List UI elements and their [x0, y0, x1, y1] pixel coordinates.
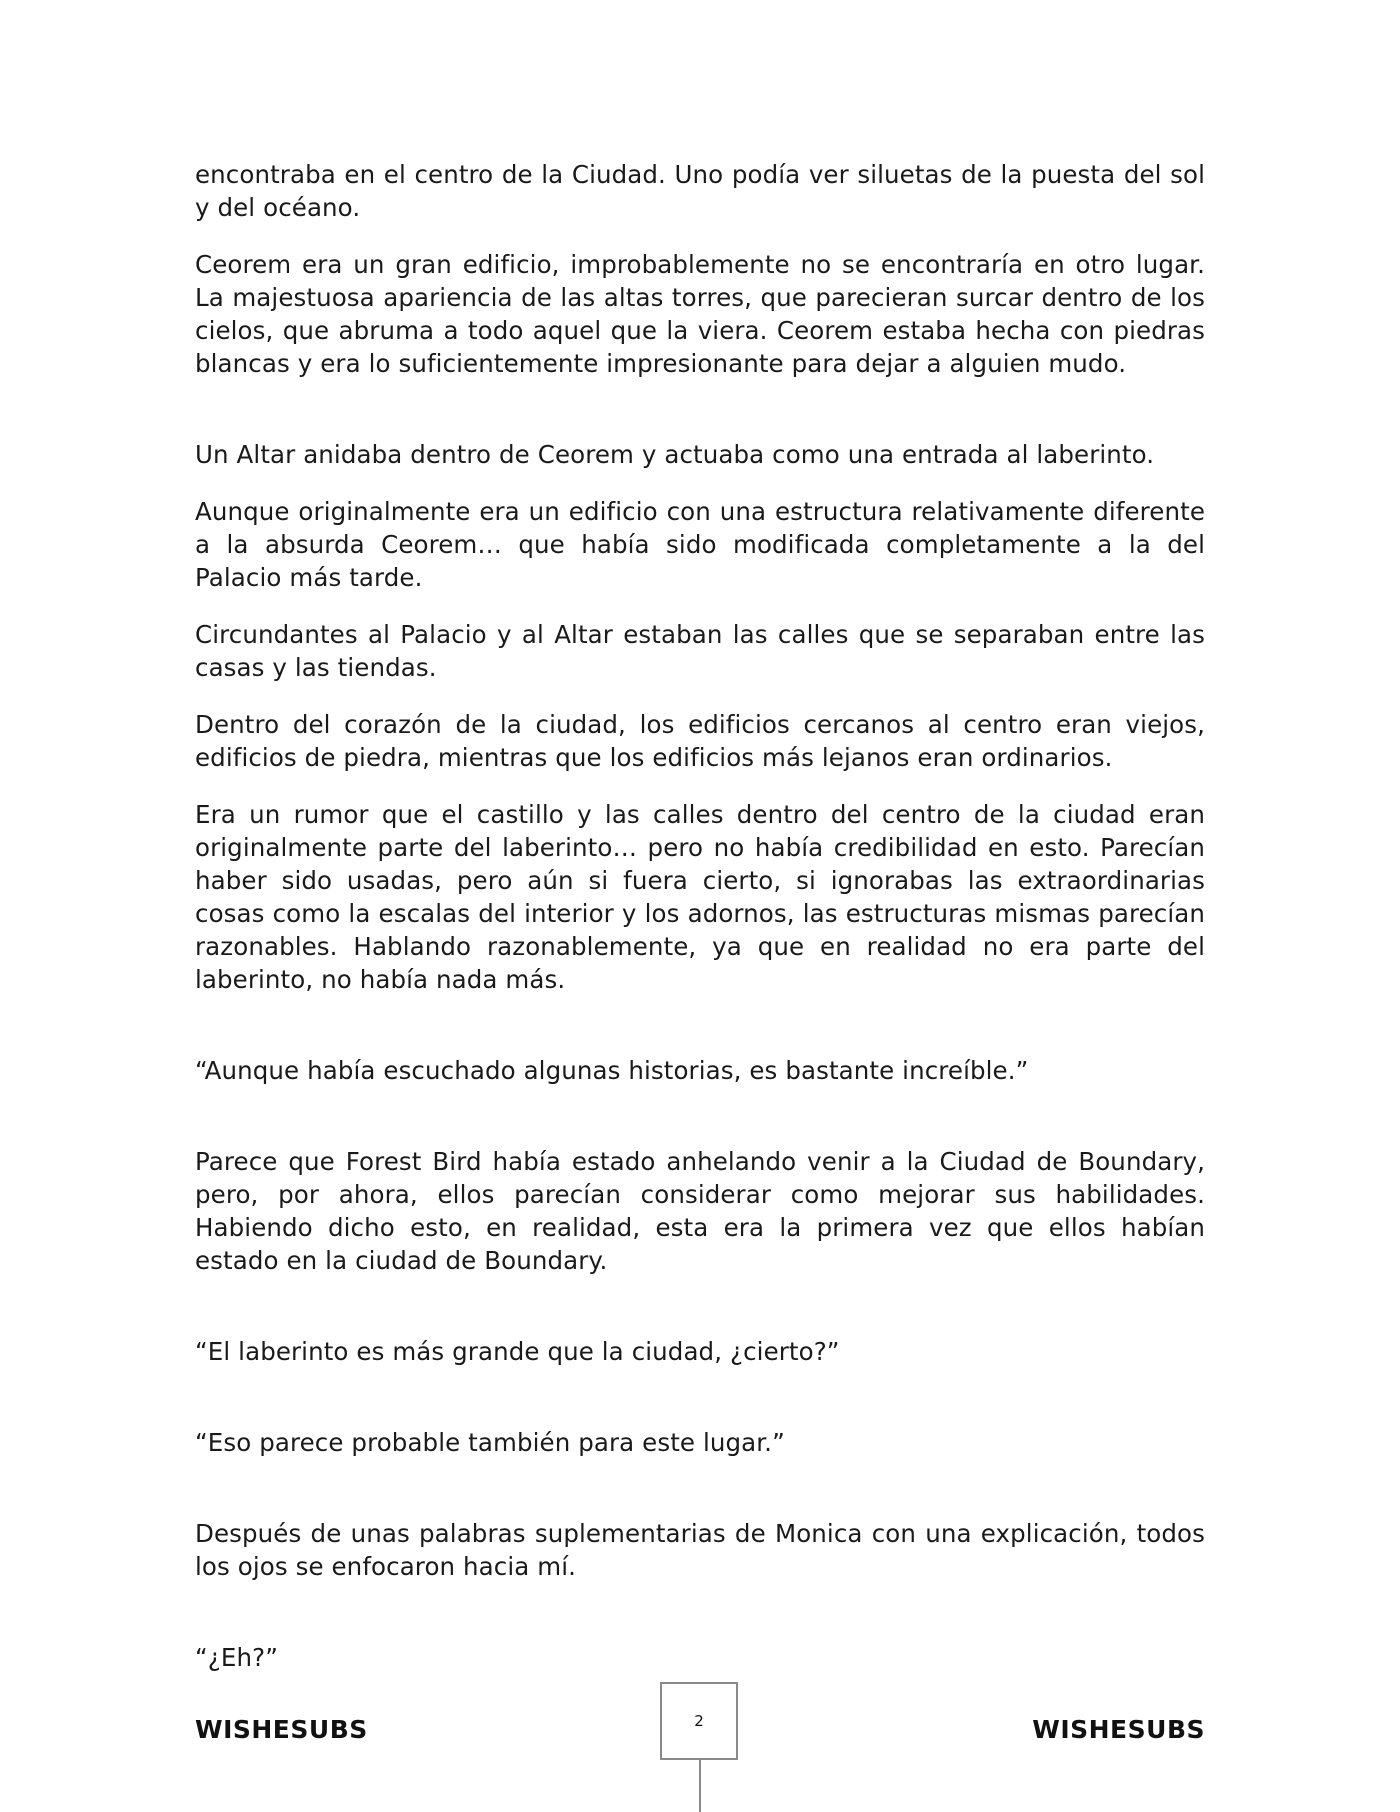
page-number: 2 — [694, 1712, 704, 1730]
paragraph: Parece que Forest Bird había estado anhelando venir a la Ciudad de Boundary, pero, por ahora, ellos parecían considerar como mejorar sus habilidades. Habiendo dicho esto, en realidad, esta era la primera vez que ellos habían estado en la ciudad de Boundary. — [195, 1147, 1205, 1275]
dialogue-line: “Aunque había escuchado algunas historias, es bastante increíble.” — [195, 1056, 1029, 1085]
dialogue-line: “¿Eh?” — [195, 1643, 279, 1672]
dialogue-line: “Eso parece probable también para este lugar.” — [195, 1428, 785, 1457]
paragraph: Ceorem era un gran edificio, improbablemente no se encontraría en otro lugar. La majestuosa apariencia de las altas torres, que parecieran surcar dentro de los cielos, que abruma a todo aquel que la viera. Ceorem estaba hecha con piedras blancas y era lo suficientemente impresionante para dejar a alguien mudo. — [195, 250, 1205, 378]
paragraph: Después de unas palabras suplementarias de Monica con una explicación, todos los ojos se enfocaron hacia mí. — [195, 1519, 1205, 1581]
footer-brand-right: WISHESUBS — [1032, 1715, 1205, 1744]
paragraph: Aunque originalmente era un edificio con una estructura relativamente diferente a la absurda Ceorem… que había sido modificada completamente a la del Palacio más tarde. — [195, 497, 1205, 592]
body-text — [195, 158, 1205, 1698]
page-number-stem — [699, 1760, 701, 1812]
page-number-box — [660, 1682, 738, 1760]
dialogue-line: “El laberinto es más grande que la ciudad, ¿cierto?” — [195, 1337, 840, 1366]
paragraph: Dentro del corazón de la ciudad, los edificios cercanos al centro eran viejos, edificios de piedra, mientras que los edificios más lejanos eran ordinarios. — [195, 710, 1205, 772]
paragraph: Circundantes al Palacio y al Altar estaban las calles que se separaban entre las casas y las tiendas. — [195, 620, 1205, 682]
paragraph: Un Altar anidaba dentro de Ceorem y actuaba como una entrada al laberinto. — [195, 440, 1155, 469]
paragraph: Era un rumor que el castillo y las calles dentro del centro de la ciudad eran originalmente parte del laberinto… pero no había credibilidad en esto. Parecían haber sido usadas, pero aún si fuera cierto, si ignorabas las extraordinarias cosas como la escalas del interior y los adornos, las estructuras mismas parecían razonables. Hablando razonablemente, ya que en realidad no era parte del laberinto, no había nada más. — [195, 800, 1205, 994]
paragraph: encontraba en el centro de la Ciudad. Uno podía ver siluetas de la puesta del sol y del océano. — [195, 160, 1205, 222]
footer-brand-left: WISHESUBS — [195, 1715, 368, 1744]
